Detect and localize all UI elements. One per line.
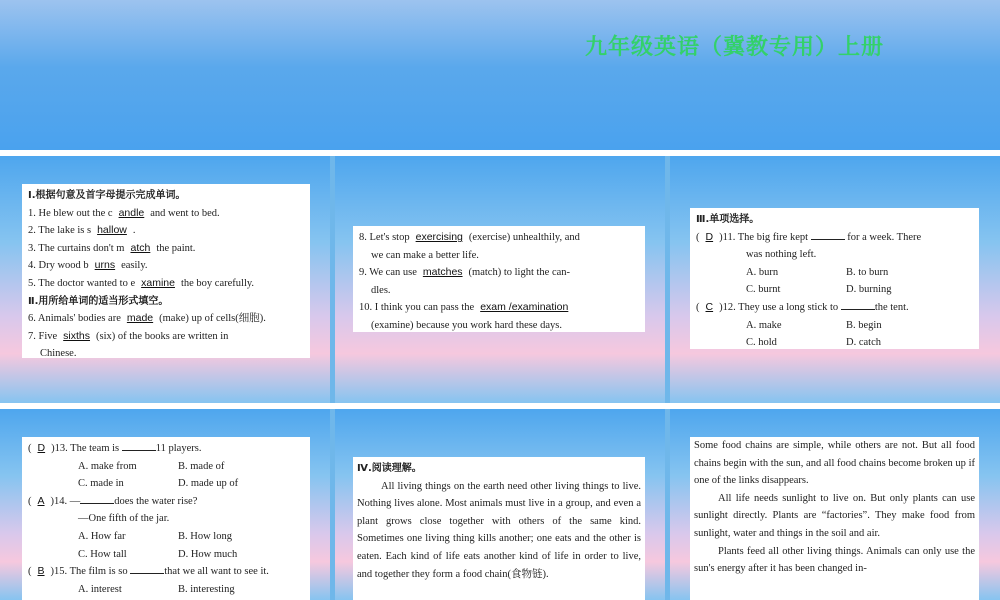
question-11: ( D )11. The big fire kept for a week. There <box>696 229 973 247</box>
question-13: ( D )13. The team is 11 players. <box>28 440 304 458</box>
question-11-cont: was nothing left. <box>746 249 817 261</box>
question-14-cont: —One fifth of the jar. <box>78 513 170 525</box>
blank <box>130 563 164 574</box>
question-5: 5. The doctor wanted to e xamine the boy carefully. <box>28 275 304 293</box>
question-1: 1. He blew out the c andle and went to bed. <box>28 205 304 223</box>
answer: hallow <box>97 224 127 237</box>
answer: B <box>37 565 45 578</box>
answer: C <box>705 300 714 313</box>
options-row: A. burn B. to burn <box>746 266 889 278</box>
section-heading: Ⅰ.根据句意及首字母提示完成单词。 <box>28 190 186 201</box>
exercise-card-1 <box>22 184 310 358</box>
options-row: A. interest B. interesting <box>78 583 235 595</box>
panel-2 <box>335 156 665 403</box>
answer: D <box>705 230 714 243</box>
question-10: 10. I think you can pass the exam /examination <box>359 299 639 317</box>
question-9-cont: dles. <box>371 284 391 296</box>
options-row: C. burnt D. burning <box>746 284 892 296</box>
exercise-card-2 <box>353 226 645 332</box>
section-heading: Ⅳ.阅读理解。 <box>357 463 422 474</box>
blank <box>122 440 156 451</box>
question-8-cont: we can make a better life. <box>371 249 479 261</box>
question-12: ( C )12. They use a long stick to the tent. <box>696 299 973 317</box>
answer: andle <box>118 206 145 219</box>
question-8: 8. Let's stop exercising (exercise) unhealthily, and <box>359 229 639 247</box>
answer: made <box>126 312 154 325</box>
question-6: 6. Animals' bodies are made (make) up of cells(细胞). <box>28 310 304 328</box>
panel-3 <box>670 156 1000 403</box>
question-7: 7. Five sixths (six) of the books are written in <box>28 328 304 346</box>
reading-paragraph: All life needs sunlight to live on. But only plants can use sunlight directly. Plants are “factories”. They make food from sunlight, water and things in the soil and air. <box>694 492 975 539</box>
exercise-card-3 <box>690 208 979 349</box>
reading-card-1 <box>353 457 645 600</box>
question-9: 9. We can use matches (match) to light the can- <box>359 264 639 282</box>
question-10-cont: (examine) because you work hard these days. <box>371 319 562 331</box>
question-4: 4. Dry wood b urns easily. <box>28 257 304 275</box>
panel-1 <box>0 156 330 403</box>
answer: exam /examination <box>480 301 569 314</box>
answer: A <box>37 494 45 507</box>
reading-paragraph: All living things on the earth need other living things to live. Nothing lives alone. Most animals must live in a group, and even a plant grows close together with others of the same kind. Sometimes one living thing kills another; one eats and the other is eaten. Each kind of life eats another kind of life in order to live, and together they form a food chain(食物链). <box>357 480 641 580</box>
section-heading: Ⅱ.用所给单词的适当形式填空。 <box>28 295 169 307</box>
exercise-card-4 <box>22 437 310 600</box>
answer: D <box>37 442 46 454</box>
blank <box>841 299 875 310</box>
options-row: A. How far B. How long <box>78 530 232 542</box>
panel-5 <box>335 409 665 600</box>
blank <box>811 229 845 240</box>
section-heading: Ⅲ.单项选择。 <box>696 214 760 225</box>
blank <box>80 493 114 504</box>
question-14: ( A )14. — does the water rise? <box>28 493 304 511</box>
question-2: 2. The lake is s hallow . <box>28 222 304 240</box>
answer: urns <box>94 259 116 272</box>
options-row: C. made in D. made up of <box>78 478 239 490</box>
answer: matches <box>422 266 463 279</box>
options-row: C. hold D. catch <box>746 337 881 349</box>
question-7-cont: Chinese. <box>40 348 77 360</box>
panel-6 <box>670 409 1000 600</box>
answer: xamine <box>141 276 175 289</box>
reading-paragraph: Some food chains are simple, while others are not. But all food chains begin with the sun, and all food chains become broken up if one of the links disappears. <box>694 440 975 487</box>
options-row: C. How tall D. How much <box>78 548 238 560</box>
options-row: A. make B. begin <box>746 319 882 331</box>
question-3: 3. The curtains don't m atch the paint. <box>28 240 304 258</box>
reading-card-2 <box>690 437 979 600</box>
question-15: ( B )15. The film is so that we all want to see it. <box>28 563 304 581</box>
answer: atch <box>130 241 151 254</box>
reading-paragraph: Plants feed all other living things. Animals can only use the sun's energy after it has been changed in- <box>694 545 975 575</box>
options-row: A. make from B. made of <box>78 460 225 472</box>
panel-4 <box>0 409 330 600</box>
answer: exercising <box>415 231 463 243</box>
answer: sixths <box>63 329 91 342</box>
slide-header <box>0 0 1000 150</box>
header-title: 九年级英语（冀教专用）上册 <box>585 35 885 60</box>
